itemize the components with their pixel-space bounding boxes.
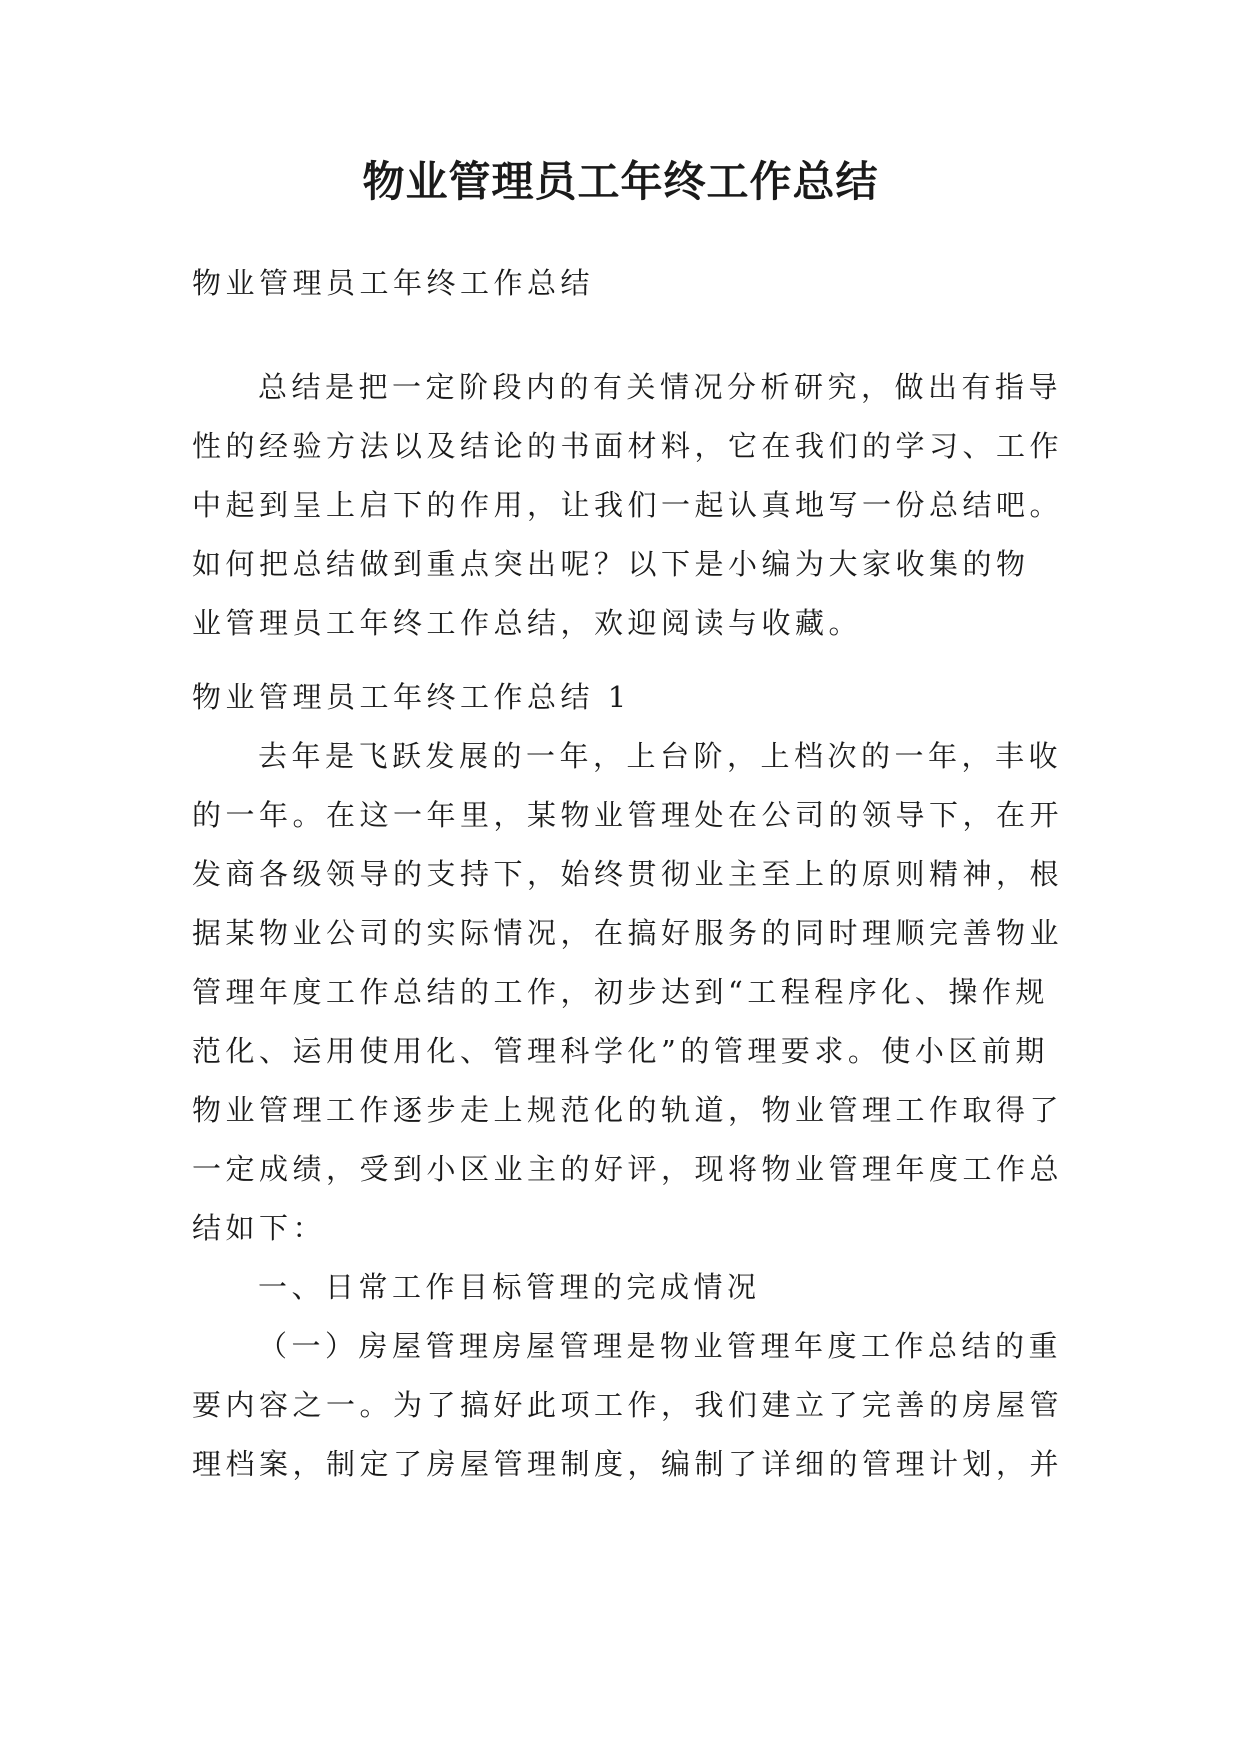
document-title: 物业管理员工年终工作总结 <box>362 157 879 206</box>
paragraph-line: 结如下： <box>192 1211 327 1245</box>
paragraph-line: 去年是飞跃发展的一年，上台阶，上档次的一年，丰收 <box>258 739 1063 773</box>
section-one <box>192 668 1062 1494</box>
paragraph-line: 管理年度工作总结的工作，初步达到“工程程序化、操作规 <box>192 975 1049 1009</box>
paragraph-line: 据某物业公司的实际情况，在搞好服务的同时理顺完善物业 <box>192 916 1064 950</box>
paragraph-line: 中起到呈上启下的作用，让我们一起认真地写一份总结吧。 <box>192 488 1064 522</box>
document-subtitle: 物业管理员工年终工作总结 <box>192 266 595 300</box>
paragraph-line: （一）房屋管理房屋管理是物业管理年度工作总结的重 <box>258 1329 1063 1363</box>
paragraph-line: 性的经验方法以及结论的书面材料，它在我们的学习、工作 <box>192 429 1064 463</box>
section-heading: 物业管理员工年终工作总结 1 <box>192 680 631 714</box>
paragraph-line: 业管理员工年终工作总结，欢迎阅读与收藏。 <box>192 606 863 640</box>
paragraph-line: 物业管理工作逐步走上规范化的轨道，物业管理工作取得了 <box>192 1093 1064 1127</box>
paragraph-line: 理档案，制定了房屋管理制度，编制了详细的管理计划，并 <box>192 1447 1064 1481</box>
paragraph-line: 总结是把一定阶段内的有关情况分析研究，做出有指导 <box>258 370 1063 404</box>
document-subtitle-block <box>192 254 1062 313</box>
paragraph-line: 发商各级领导的支持下，始终贯彻业主至上的原则精神，根 <box>192 857 1064 891</box>
paragraph-line: 的一年。在这一年里，某物业管理处在公司的领导下，在开 <box>192 798 1064 832</box>
intro-paragraph <box>192 358 1062 653</box>
paragraph-line: 范化、运用使用化、管理科学化”的管理要求。使小区前期 <box>192 1034 1049 1068</box>
paragraph-line: 一定成绩，受到小区业主的好评，现将物业管理年度工作总 <box>192 1152 1064 1186</box>
paragraph-line: 要内容之一。为了搞好此项工作，我们建立了完善的房屋管 <box>192 1388 1064 1422</box>
paragraph-line: 如何把总结做到重点突出呢？以下是小编为大家收集的物 <box>192 547 1030 581</box>
list-heading: 一、日常工作目标管理的完成情况 <box>258 1270 761 1304</box>
